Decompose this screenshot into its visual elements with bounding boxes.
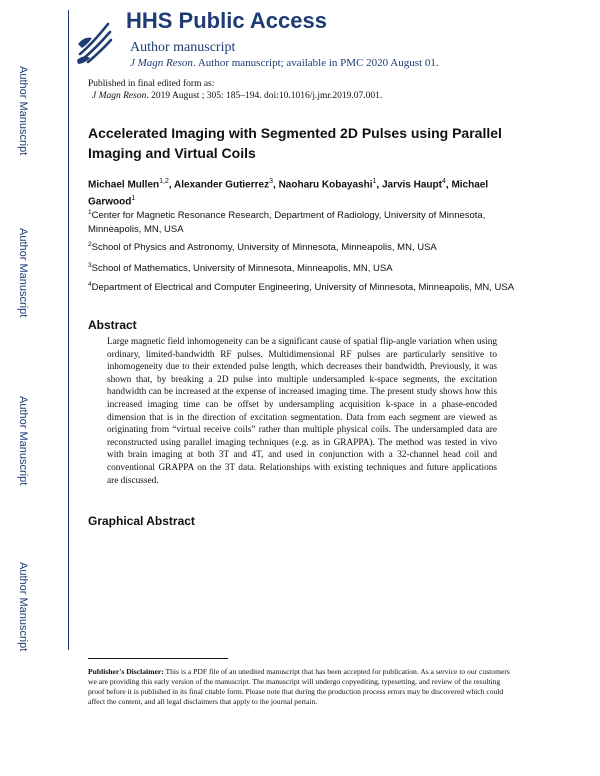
affiliation-sup: 4: [88, 281, 92, 288]
citation-details: . 2019 August ; 305: 185–194. doi:10.1016/j.jmr.2019.07.001.: [146, 91, 383, 101]
disclaimer-text: This is a PDF file of an unedited manuscript that has been accepted for publication. As a service to our customers we are providing this early version of the manuscript. The manuscript will undergo copyediting, typesetting, and review of the resulting proof before it is published in its final citable form. Please note that during the production process errors may be discovered which could affect the content, and all legal disclaimers that apply to the journal pertain.: [88, 667, 510, 706]
availability-text: . Author manuscript; available in PMC 2020 August 01.: [192, 57, 439, 69]
author-affil-sup: 1: [372, 178, 377, 185]
affiliation-sup: 3: [88, 262, 92, 269]
publication-label: Published in final edited form as:: [88, 79, 215, 89]
author-name: Alexander Gutierrez: [174, 179, 270, 191]
citation: [88, 90, 382, 102]
author-affil-sup: 3: [269, 178, 273, 185]
disclaimer-label: Publisher's Disclaimer:: [88, 667, 164, 676]
hhs-eagle-logo-icon: [74, 14, 114, 66]
sidebar-label: Author Manuscript: [17, 396, 29, 486]
author-name: Michael Mullen: [88, 179, 160, 191]
paper-title: Accelerated Imaging with Segmented 2D Pulses using Parallel Imaging and Virtual Coils: [88, 125, 502, 161]
affiliation-sup: 2: [88, 241, 92, 248]
disclaimer-divider: [88, 658, 228, 659]
affiliation-text: School of Mathematics, University of Minnesota, Minneapolis, MN, USA: [91, 263, 393, 275]
publisher-disclaimer: [88, 667, 514, 707]
journal-abbrev: J Magn Reson: [130, 57, 193, 69]
affiliation-text: Center for Magnetic Resonance Research, Department of Radiology, University of Minnesota, Minneapolis, MN, USA: [88, 210, 486, 236]
manuscript-label: Author manuscript: [130, 40, 236, 55]
sidebar-label: Author Manuscript: [17, 66, 29, 156]
hhs-title: HHS Public Access: [126, 8, 327, 33]
affiliation-text: Department of Electrical and Computer Engineering, University of Minnesota, Minneapolis, MN, USA: [91, 282, 515, 294]
affiliation: [88, 206, 518, 237]
publication-info: [88, 78, 382, 102]
author-list: Michael Mullen$^{1,2}$, Alexander Gutierrez$^3$, Naoharu Kobayashi$^1$, Jarvis Haupt$^4$, Michael Garwood$^1$: [88, 178, 489, 208]
author-name: Michael Garwood: [88, 179, 489, 208]
citation-journal: J Magn Reson: [92, 91, 147, 101]
affiliation: [88, 238, 518, 255]
sidebar-divider: [68, 10, 69, 650]
author-affil-sup: 1: [131, 195, 136, 203]
author-name: Jarvis Haupt: [381, 179, 442, 191]
affiliation-sup: 1: [88, 209, 92, 216]
sidebar-label: Author Manuscript: [17, 228, 29, 318]
abstract-text: Large magnetic field inhomogeneity can be a significant cause of spatial flip-angle variation when using ordinary, limited-bandwidth RF pulses. Multidimensional RF pulses are particularly sensitive to inhomogeneity due to their extended pulse length, which decreases their bandwidth. Previously, it was shown that, by breaking a 2D pulse into multiple undersampled k-space segments, the excitation bandwidth can be increased at the expense of increased imaging time. The present study shows how this increased imaging time can be offset by undersampling acquisition k-space in a phase-encoded dimension that is in the direction of excitation segmentation. Data from each segment are viewed as originating from “virtual receive coils” rather than multiple physical coils. The undersampled data are reconstructed using parallel imaging techniques (e.g. as in GRAPPA). The method was tested in vivo with brain imaging at both 3T and 4T, and used in conjunction with a 32-channel head coil and conventional GRAPPA on the 3T data. Relationships with existing techniques and future applications are discussed.: [107, 337, 497, 486]
abstract-heading: Abstract: [88, 318, 137, 332]
affiliation: [88, 278, 518, 295]
graphical-abstract-heading: Graphical Abstract: [88, 514, 195, 528]
availability-line: [130, 57, 439, 69]
author-affil-sup: 1,2: [159, 178, 169, 185]
affiliation: [88, 259, 518, 276]
sidebar-label: Author Manuscript: [17, 562, 29, 652]
affiliation-text: School of Physics and Astronomy, University of Minnesota, Minneapolis, MN, USA: [91, 242, 437, 254]
author-name: Naoharu Kobayashi: [278, 179, 373, 191]
author-affil-sup: 4: [441, 178, 446, 185]
